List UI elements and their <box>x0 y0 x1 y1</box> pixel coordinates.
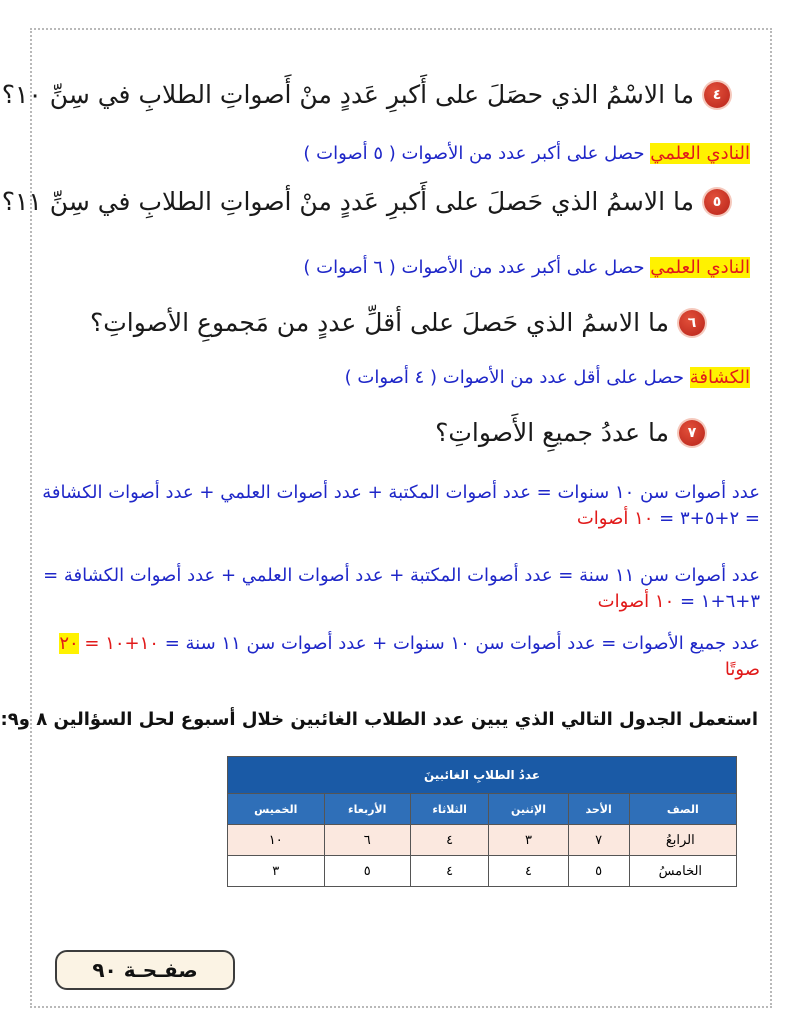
answer-highlight: النادي العلمي <box>650 257 750 278</box>
calc-result-highlight: ٢٠ <box>59 633 79 654</box>
question-number-badge: ٤ <box>704 82 730 108</box>
table-cell: ١٠ <box>228 825 325 856</box>
question-text: ما عددُ جميعِ الأَصواتِ؟ <box>435 418 669 447</box>
table-cell: ٤ <box>410 856 489 887</box>
answer-text: حصل على أكبر عدد من الأصوات ( ٥ أصوات ) <box>303 143 651 164</box>
absent-students-table <box>227 756 737 887</box>
answer-text: حصل على أقل عدد من الأصوات ( ٤ أصوات ) <box>344 367 690 388</box>
table-cell: ٦ <box>324 825 410 856</box>
table-row <box>228 856 737 887</box>
answer-highlight: النادي العلمي <box>650 143 750 164</box>
answer-6 <box>345 367 750 388</box>
answer-text: حصل على أكبر عدد من الأصوات ( ٦ أصوات ) <box>303 257 651 278</box>
question-4 <box>2 80 730 109</box>
question-text: ما الاسمُ الذي حَصلَ على أقلِّ عددٍ من مَجموعِ الأصواتِ؟ <box>89 308 669 337</box>
question-6 <box>90 308 705 337</box>
question-number-badge: ٦ <box>679 310 705 336</box>
row-label: الرابعُ <box>629 825 736 856</box>
question-number-badge: ٥ <box>704 189 730 215</box>
table-title: عددُ الطلابِ الغائبينَ <box>228 757 737 794</box>
table-cell: ٤ <box>410 825 489 856</box>
col-header-sunday: الأحد <box>568 794 629 825</box>
col-header-wednesday: الأربعاء <box>324 794 410 825</box>
calc-result-post: صوتًا <box>724 659 760 680</box>
question-7 <box>435 418 705 447</box>
question-number-badge: ٧ <box>679 420 705 446</box>
col-header-tuesday: الثلاثاء <box>410 794 489 825</box>
question-5 <box>2 187 730 216</box>
calc-text: عدد جميع الأصوات = عدد أصوات سن ١٠ سنوات + عدد أصوات سن ١١ سنة = <box>158 633 760 654</box>
table-instruction: استعمل الجدول التالي الذي يبين عدد الطلاب الغائبين خلال أسبوع لحل السؤالين ٨ و٩: <box>0 709 758 730</box>
calc-result: ١٠ أصوات <box>576 508 654 529</box>
calc-text: عدد أصوات سن ١٠ سنوات = عدد أصوات المكتبة + عدد أصوات العلمي + عدد أصوات الكشافة = ٢+٥+٣ = <box>42 482 760 529</box>
page-number-label: صفـحـة ٩٠ <box>55 950 235 990</box>
question-text: ما الاسْمُ الذي حصَلَ على أَكبرِ عَددٍ منْ أَصواتِ الطلابِ في سِنِّ ١٠؟ <box>1 80 694 109</box>
col-header-thursday: الخميس <box>228 794 325 825</box>
answer-4 <box>303 143 750 164</box>
table-cell: ٣ <box>228 856 325 887</box>
table-cell: ٥ <box>568 856 629 887</box>
calc-age-10 <box>40 480 760 532</box>
table-cell: ٤ <box>489 856 568 887</box>
table-cell: ٣ <box>489 825 568 856</box>
col-header-monday: الإثنين <box>489 794 568 825</box>
calc-result: ١٠ أصوات <box>597 591 675 612</box>
table-row <box>228 825 737 856</box>
row-label: الخامسُ <box>629 856 736 887</box>
answer-highlight: الكشافة <box>689 367 750 388</box>
table-cell: ٥ <box>324 856 410 887</box>
question-text: ما الاسمُ الذي حَصلَ على أَكبرِ عَددٍ منْ أصواتِ الطلابِ في سِنِّ ١١؟ <box>1 187 694 216</box>
calc-result-pre: ١٠+١٠ = <box>78 633 159 654</box>
calc-text: عدد أصوات سن ١١ سنة = عدد أصوات المكتبة + عدد أصوات العلمي + عدد أصوات الكشافة = ٣+٦+١ = <box>43 565 760 612</box>
col-header-class: الصف <box>629 794 736 825</box>
answer-5 <box>303 257 750 278</box>
calc-age-11 <box>40 563 760 615</box>
calc-total <box>40 631 760 683</box>
table-cell: ٧ <box>568 825 629 856</box>
